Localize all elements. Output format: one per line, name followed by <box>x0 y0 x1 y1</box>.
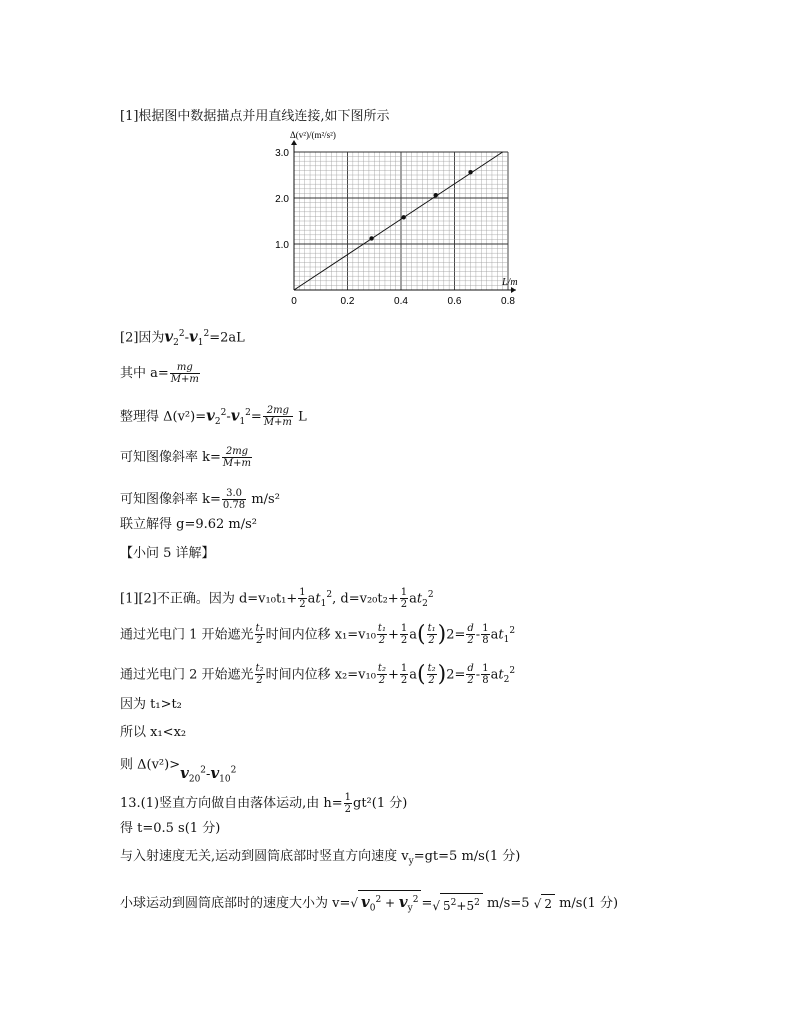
line-5 <box>120 446 253 469</box>
line-18: 小球运动到圆筒底部时的速度大小为 v=√ $v_0^2 + v_y^2$ =√ $5^2+5^2$ m/s=5 √ 2 m/s(1 分) <box>120 890 618 917</box>
line-12: 因为 t₁>t₂ <box>120 697 182 712</box>
v-symbol: v <box>230 406 240 425</box>
data-point <box>401 215 405 219</box>
x-tick-label: 0.6 <box>447 296 462 307</box>
line-18-prefix: 小球运动到圆筒底部时的速度大小为 v= <box>120 896 351 912</box>
line-6 <box>120 488 280 511</box>
line-10-middle: 时间内位移 x₁=v₁₀ <box>265 627 376 643</box>
fraction-denominator: 0.78 <box>222 500 246 511</box>
x-tick-label: 0.2 <box>340 296 355 307</box>
line-11: 通过光电门 2 开始遮光 $\frac{\text{t₂}}{2}$ 时间内位移 x₂=v₁₀ $\frac{\text{t₂}}{2}$ + $\frac{1}{2}$ a( $\frac{\text{t₂}}{2}$ )2= $\frac{d}{2}$ - $\frac{1}{8}$ $at_2^2$ <box>120 661 516 687</box>
data-point <box>369 236 373 240</box>
v-symbol: v <box>164 327 174 346</box>
fraction-numerator: 3.0 <box>222 488 246 500</box>
line-14-prefix: 则 Δ(v²)> <box>120 757 181 773</box>
y-tick-label: 3.0 <box>275 148 289 159</box>
line-11-prefix: 通过光电门 2 开始遮光 <box>120 667 254 683</box>
v-symbol: v <box>189 327 198 346</box>
line-15: 13.(1)竖直方向做自由落体运动,由 h= $\frac{1}{2}$ gt²(1 分) <box>120 792 408 815</box>
x-tick-label: 0.4 <box>394 296 408 307</box>
line-6-suffix: m/s² <box>251 492 280 507</box>
line-10: 通过光电门 1 开始遮光 $\frac{\text{t₁}}{2}$ 时间内位移 x₁=v₁₀ $\frac{\text{t₁}}{2}$ + $\frac{1}{2}$ a( $\frac{\text{t₁}}{2}$ )2= $\frac{d}{2}$ - $\frac{1}{8}$ $at_1^2$ <box>120 621 516 647</box>
line-17: 与入射速度无关,运动到圆筒底部时竖直方向速度 $v_y=gt=5$ m/s(1 分) <box>120 849 521 867</box>
x-tick-label: 0 <box>291 296 297 307</box>
fraction-numerator: 2mg <box>263 405 293 417</box>
line-9-middle: , d=v₂₀t₂+ <box>332 591 399 607</box>
line-17-suffix: =gt=5 m/s(1 分) <box>413 849 521 864</box>
y-tick-label: 1.0 <box>275 240 289 251</box>
line-2: [2]因为$v_2^2-v_1^2=2aL$ <box>120 327 245 348</box>
y-tick-label: 2.0 <box>275 194 289 205</box>
line-6-prefix: 可知图像斜率 k= <box>120 492 221 507</box>
line-4-prefix: 整理得 Δ(v²)= <box>120 409 207 425</box>
line-9-prefix: [1][2]不正确。因为 d=v₁₀t₁+ <box>120 591 298 607</box>
section-heading: 【小问 5 详解】 <box>120 546 215 561</box>
data-point <box>468 170 472 174</box>
line-18-middle: m/s=5 <box>486 896 530 912</box>
x-axis-label: L/m <box>502 277 518 288</box>
line-18-suffix: m/s(1 分) <box>559 896 619 912</box>
line-10-prefix: 通过光电门 1 开始遮光 <box>120 627 254 643</box>
line-4-suffix: L <box>298 409 307 425</box>
line-15-suffix: gt²(1 分) <box>353 796 408 811</box>
line-11-middle: 时间内位移 x₂=v₁₀ <box>265 667 376 683</box>
line-5-prefix: 可知图像斜率 k= <box>120 450 221 465</box>
x-tick-label: 0.8 <box>501 296 515 307</box>
line-3-prefix: 其中 a= <box>120 366 169 381</box>
line-17-prefix: 与入射速度无关,运动到圆筒底部时竖直方向速度 v <box>120 849 409 864</box>
line-7: 联立解得 g=9.62 m/s² <box>120 517 258 532</box>
y-axis-arrow <box>291 140 297 145</box>
line-9: [1][2]不正确。因为 d=v₁₀t₁+ $\frac{1}{2}$ $at_1^2$, d=v₂₀t₂+ $\frac{1}{2}$ $at_2^2$ <box>120 587 434 611</box>
fraction-denominator: M+m <box>170 374 199 385</box>
line-4: 整理得 $\Delta(v^2)=v_2^2-v_1^2=$ $\frac{2mg}{M+m}$ L <box>120 405 307 429</box>
fraction-denominator: M+m <box>263 417 292 429</box>
line-14: 则 $\Delta(v^2)>v_{20}^2-v_{10}^2$ <box>120 757 237 785</box>
fraction-denominator: M+m <box>222 458 252 469</box>
line-13: 所以 x₁<x₂ <box>120 725 187 740</box>
chart <box>262 126 532 316</box>
y-axis-label: Δ(v²)/(m²/s²) <box>290 130 336 140</box>
line-3 <box>120 362 201 385</box>
data-point <box>434 193 438 197</box>
fraction-numerator: 2mg <box>222 446 252 458</box>
line-2-suffix: =2aL <box>209 330 245 346</box>
line-16: 得 t=0.5 s(1 分) <box>120 821 221 836</box>
v-symbol: v <box>206 406 215 425</box>
line-15-prefix: 13.(1)竖直方向做自由落体运动,由 h= <box>120 796 343 811</box>
fraction-numerator: mg <box>170 362 200 374</box>
line-2-prefix: [2]因为 <box>120 330 165 346</box>
line-1: [1]根据图中数据描点并用直线连接,如下图所示 <box>120 109 390 124</box>
